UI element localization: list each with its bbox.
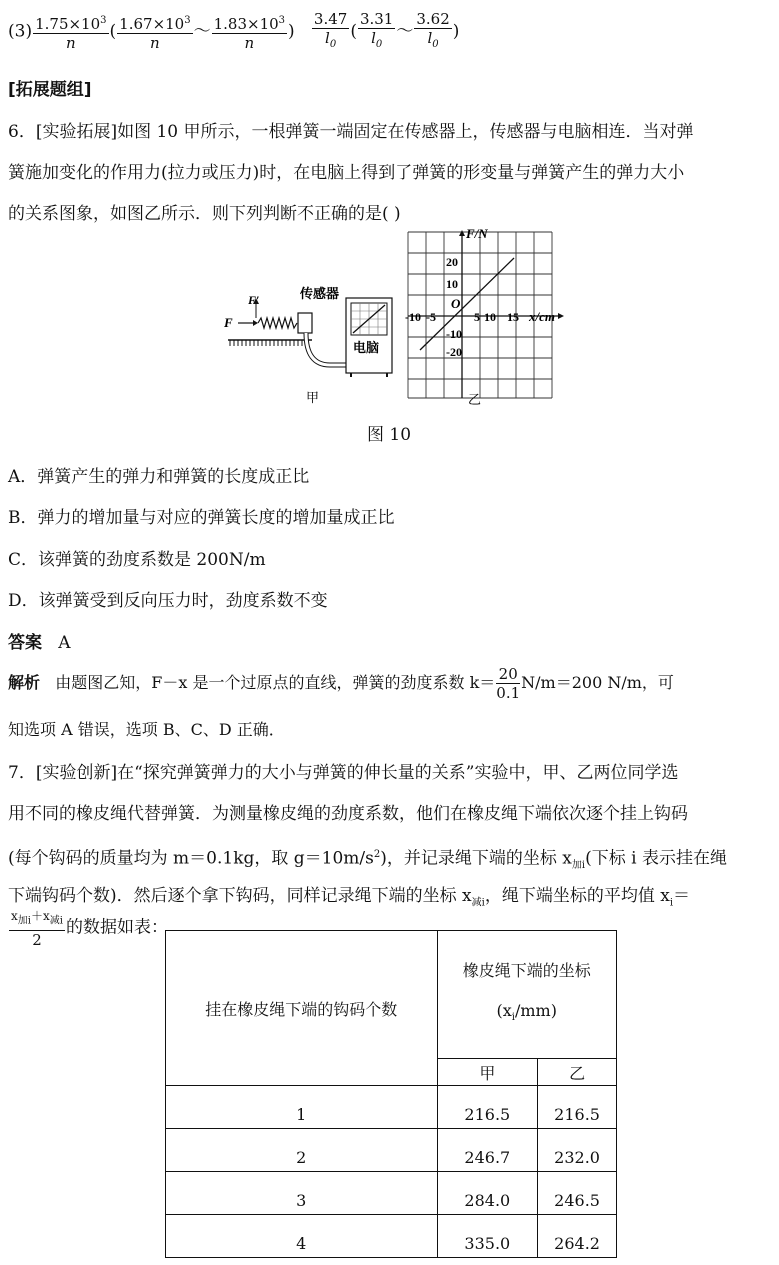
- y-tick: 20: [446, 255, 458, 269]
- figure-yi-label: 乙: [468, 392, 482, 407]
- y-tick: 10: [446, 277, 458, 291]
- x-tick: -10: [405, 310, 421, 324]
- data-table: [165, 930, 617, 1258]
- x-tick: 10: [484, 310, 496, 324]
- option-c: C．该弹簧的劲度系数是 200N/m: [8, 550, 266, 570]
- table-row: 4 335.0 264.2: [166, 1215, 617, 1258]
- fraction: $\frac{20}{0.1}$: [496, 665, 521, 702]
- origin-label: O: [451, 296, 461, 311]
- q6-line-3: 的关系图象，如图乙所示．则下列判断不正确的是( ): [8, 204, 401, 224]
- q6-line-1: 6．[实验拓展]如图 10 甲所示，一根弹簧一端固定在传感器上，传感器与电脑相连．当对弹: [8, 122, 694, 142]
- q7-line-1: 7．[实验创新]在“探究弹簧弹力的大小与弹簧的伸长量的关系”实验中，甲、乙两位同学选: [8, 763, 679, 783]
- q7-line-5: $\frac{x_{加i}+x_{减i}}{2}$ 的数据如表：: [11, 909, 168, 950]
- y-tick: -20: [446, 345, 462, 359]
- q6-line-2: 簧施加变化的作用力(拉力或压力)时，在电脑上得到了弹簧的形变量与弹簧产生的弹力大小: [8, 163, 685, 183]
- analysis-line-1: 解析 由题图乙知，F－x 是一个过原点的直线，弹簧的劲度系数 k＝ $\frac{20}{0.1}$ N/m＝200 N/m，可: [8, 665, 674, 702]
- sensor: [298, 313, 312, 333]
- table-row: 3 284.0 246.5: [166, 1172, 617, 1215]
- data-series-line: [420, 258, 514, 350]
- answer-label: 答案: [8, 633, 42, 653]
- table-col-yi: 乙: [538, 1059, 617, 1086]
- analysis-label: 解析: [8, 673, 41, 692]
- fraction: $\frac{1.67\times 10^3}{n}$: [117, 12, 192, 52]
- x-axis-label: x/cm: [529, 309, 555, 324]
- force-label: F: [224, 315, 233, 330]
- analysis-line-2: 知选项 A 错误，选项 B、C、D 正确．: [8, 720, 285, 739]
- x-tick: 15: [507, 310, 519, 324]
- figure-jia-label: 甲: [306, 390, 320, 405]
- sensor-label: 传感器: [300, 286, 340, 301]
- answer-line-3: (3) $\frac{1.75\times 10^3}{n}$ ( $\frac{1.67\times 10^3}{n}$ ～ $\frac{1.83\times 10^3}{n}$ ) $\frac{3.47}{l_0}$ ( $\frac{3.31}{l_0}$ ～ $\frac{3.62}{l_0}$ ): [8, 10, 460, 52]
- figure-graph: [402, 228, 567, 408]
- fraction: $\frac{1.83\times 10^3}{n}$: [212, 12, 287, 52]
- q7-line-2: 用不同的橡皮绳代替弹簧．为测量橡皮绳的劲度系数，他们在橡皮绳下端依次逐个挂上钩码: [8, 804, 688, 824]
- fraction: $\frac{3.31}{l_0}$: [359, 10, 394, 50]
- figure-caption: 图 10: [367, 425, 412, 445]
- answer-line: [8, 631, 71, 655]
- table-row: 2 246.7 232.0: [166, 1129, 617, 1172]
- x-tick: -5: [426, 310, 436, 324]
- y-tick: -10: [446, 327, 462, 341]
- item-number: (3): [8, 21, 33, 42]
- table-header-coord: 橡皮绳下端的坐标 $(x_i/mm)$: [437, 931, 617, 1059]
- figure-apparatus: [220, 280, 400, 405]
- option-a: A．弹簧产生的弹力和弹簧的长度成正比: [8, 467, 310, 487]
- table-row: 1 216.5 216.5: [166, 1086, 617, 1129]
- spring: [258, 318, 297, 328]
- y-axis-label: F/N: [466, 228, 488, 241]
- table-col-jia: 甲: [437, 1059, 538, 1086]
- option-d: D．该弹簧受到反向压力时，劲度系数不变: [8, 591, 328, 611]
- fraction: $\frac{x_{加i}+x_{减i}}{2}$: [11, 909, 63, 950]
- fraction: $\frac{3.62}{l_0}$: [416, 10, 450, 50]
- x-tick: 5: [474, 310, 480, 324]
- computer-label: 电脑: [353, 340, 380, 355]
- answer-value: A: [58, 633, 71, 653]
- section-heading: [拓展题组]: [8, 80, 92, 100]
- fraction: $\frac{3.47}{l_0}$: [313, 10, 348, 50]
- force-prime-label: F′: [248, 293, 260, 307]
- option-b: B．弹力的增加量与对应的弹簧长度的增加量成正比: [8, 508, 395, 528]
- q7-line-4: 下端钩码个数)．然后逐个拿下钩码，同样记录绳下端的坐标 $x_{减i}$，绳下端坐标的平均值 $x_i=$: [8, 886, 691, 909]
- fraction: $\frac{1.75\times 10^3}{n}$: [33, 12, 108, 52]
- q7-line-3: (每个钩码的质量均为 m＝0.1kg，取 $g=10m/s^2$)，并记录绳下端的坐标 $x_{加i}$(下标 i 表示挂在绳: [8, 848, 727, 872]
- table-header-count: 挂在橡皮绳下端的钩码个数: [166, 931, 438, 1086]
